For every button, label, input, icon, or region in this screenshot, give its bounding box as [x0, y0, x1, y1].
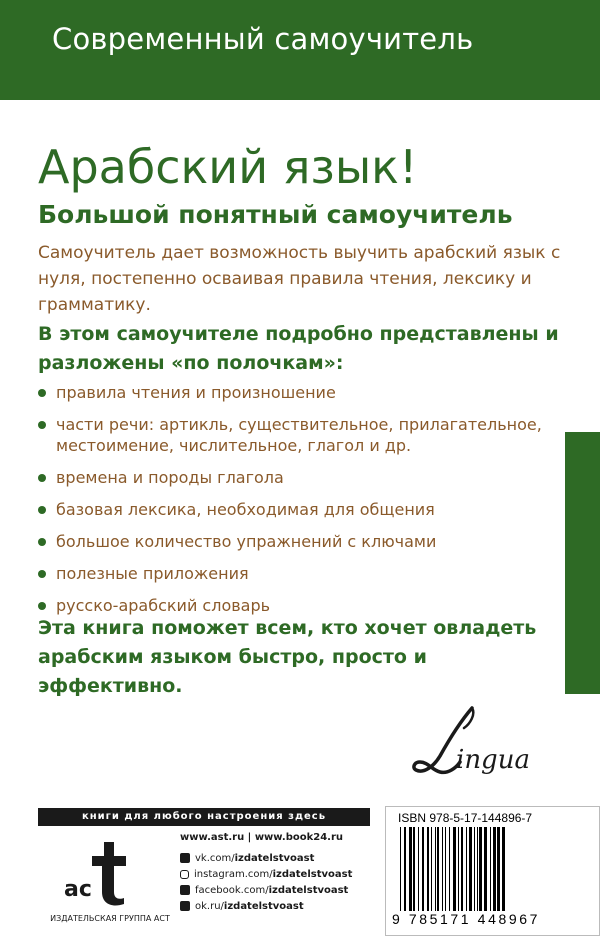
barcode-bar — [479, 827, 482, 911]
list-item — [38, 531, 563, 552]
barcode-bar — [418, 827, 419, 911]
social-prefix: vk.com/ — [195, 852, 235, 864]
svg-text:ingua: ingua — [456, 745, 530, 775]
vk-icon — [180, 853, 190, 863]
barcode-bar — [466, 827, 467, 911]
book-subtitle: Большой понятный самоучитель — [38, 200, 513, 229]
feature-text: большое количество упражнений с ключами — [56, 532, 437, 551]
barcode-bar — [484, 827, 487, 911]
lingua-logo — [410, 704, 550, 782]
publisher-tagline: книги для любого настроения здесь — [38, 808, 370, 826]
social-link-facebook[interactable] — [180, 882, 352, 898]
features-heading: В этом самоучителе подробно представлены и разложены «по полочкам»: — [38, 323, 559, 374]
barcode-bar — [445, 827, 446, 911]
feature-text: времена и породы глагола — [56, 468, 284, 487]
isbn-barcode-box — [385, 806, 600, 936]
isbn-label: ISBN 978-5-17-144896-7 — [398, 811, 533, 825]
list-item — [38, 595, 563, 616]
barcode-bar — [493, 827, 496, 911]
social-link-vk[interactable] — [180, 850, 352, 866]
facebook-icon — [180, 885, 190, 895]
barcode-bar — [404, 827, 406, 911]
barcode-bar — [442, 827, 443, 911]
barcode-bar — [400, 827, 401, 911]
ok-icon — [180, 901, 190, 911]
barcode-bar — [437, 827, 439, 911]
social-prefix: facebook.com/ — [195, 884, 269, 896]
ast-logo — [60, 836, 140, 906]
barcode-bar — [431, 827, 432, 911]
social-prefix: instagram.com/ — [194, 868, 273, 880]
barcode-bar — [458, 827, 459, 911]
barcode-bar — [461, 827, 463, 911]
svg-text:ас: ас — [64, 877, 92, 902]
list-item — [38, 499, 563, 520]
social-prefix: ok.ru/ — [195, 900, 224, 912]
barcode-bar — [469, 827, 472, 911]
social-link-ok[interactable] — [180, 898, 352, 914]
bullet-icon — [38, 538, 46, 546]
social-handle: izdatelstvoast — [234, 852, 315, 864]
bullet-icon — [38, 506, 46, 514]
social-link-instagram[interactable] — [180, 866, 352, 882]
bullet-icon — [38, 602, 46, 610]
feature-text: правила чтения и произношение — [56, 383, 336, 402]
bullet-icon — [38, 570, 46, 578]
bullet-icon — [38, 474, 46, 482]
barcode-bar — [422, 827, 424, 911]
bullet-icon — [38, 389, 46, 397]
side-stripe — [565, 432, 600, 694]
feature-text: русско-арабский словарь — [56, 596, 271, 615]
list-item — [38, 467, 563, 488]
list-item — [38, 414, 563, 456]
instagram-icon — [180, 870, 189, 879]
barcode-bar — [477, 827, 478, 911]
social-handle: izdatelstvoast — [272, 868, 353, 880]
barcode-bar — [413, 827, 415, 911]
feature-text: полезные приложения — [56, 564, 249, 583]
barcode-bar — [502, 827, 505, 911]
book-title: Арабский язык! — [38, 140, 418, 194]
list-item — [38, 382, 563, 403]
barcode-bar — [427, 827, 429, 911]
list-item — [38, 563, 563, 584]
barcode-bar — [449, 827, 450, 911]
publisher-group-name: ИЗДАТЕЛЬСКАЯ ГРУППА АСТ — [50, 914, 170, 923]
feature-text: базовая лексика, необходимая для общения — [56, 500, 435, 519]
feature-text: части речи: артикль, существительное, прилагательное, местоимение, числительное, глагол и др. — [56, 415, 542, 455]
barcode-bar — [453, 827, 456, 911]
barcode-bar — [490, 827, 491, 911]
barcode-bar — [497, 827, 500, 911]
barcode-digits: 9 785171 448967 — [392, 911, 540, 927]
closing-statement: Эта книга поможет всем, кто хочет овладеть арабским языком быстро, просто и эффективно. — [38, 617, 537, 697]
publisher-websites[interactable]: www.ast.ru | www.book24.ru — [180, 832, 344, 843]
series-banner — [0, 0, 600, 100]
feature-list — [38, 382, 563, 627]
social-handle: izdatelstvoast — [223, 900, 304, 912]
social-handle: izdatelstvoast — [268, 884, 349, 896]
intro-paragraph: Самоучитель дает возможность выучить арабский язык с нуля, постепенно осваивая правила чтения, лексику и грамматику. — [38, 243, 561, 315]
series-title: Современный самоучитель — [52, 22, 474, 56]
bullet-icon — [38, 421, 46, 429]
barcode-bar — [435, 827, 436, 911]
barcode — [396, 827, 590, 911]
social-links — [180, 850, 352, 914]
barcode-bar — [409, 827, 412, 911]
barcode-bar — [474, 827, 475, 911]
